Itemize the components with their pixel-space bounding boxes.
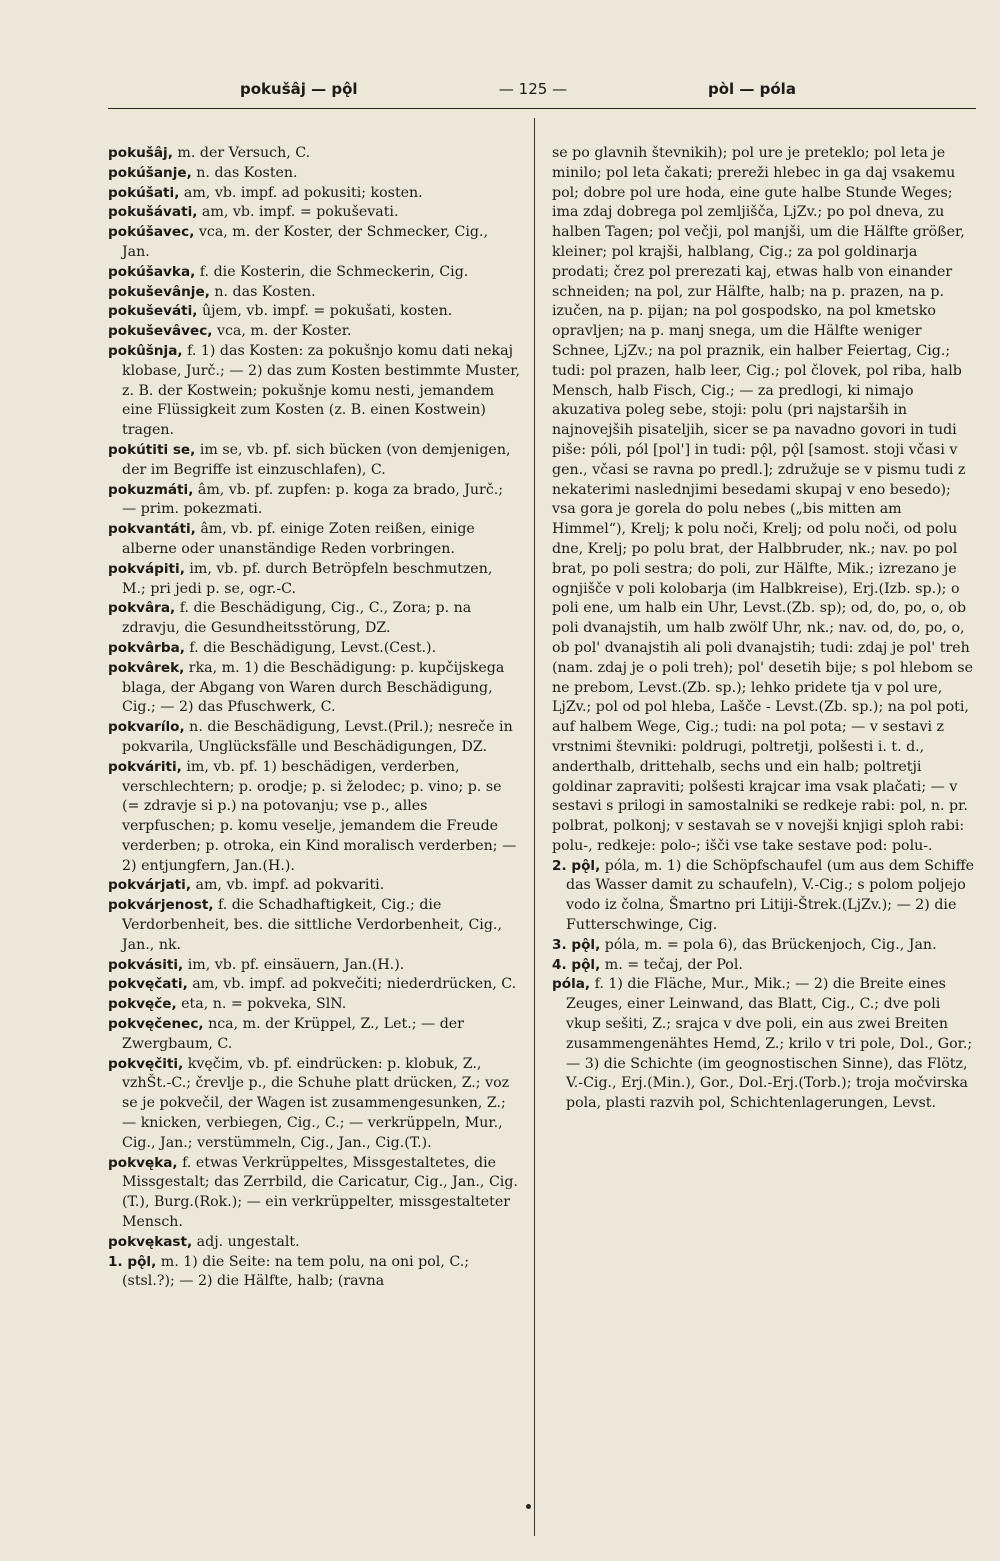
page-mark — [526, 1504, 531, 1509]
entry-headword: pokútiti se, — [108, 441, 196, 458]
dictionary-entry — [108, 896, 520, 955]
entry-headword: pokuševânje, — [108, 283, 210, 300]
dictionary-entry — [108, 283, 520, 303]
dictionary-entry — [108, 203, 520, 223]
entry-definition: póla, m. = pola 6), das Brückenjoch, Cig., Jan. — [600, 936, 937, 953]
entry-definition: m. 1) die Seite: na tem polu, na oni pol, C.; (stsl.?); — 2) die Hälfte, halb; (ravna — [122, 1253, 470, 1290]
entry-headword: pokúšati, — [108, 184, 180, 201]
column-divider — [534, 118, 535, 1536]
entry-headword: pokúšanje, — [108, 164, 192, 181]
entry-headword: 2. pǫ̂l, — [552, 857, 601, 874]
entry-headword: pokuševâvec, — [108, 323, 213, 340]
page-number: — 125 — — [498, 80, 568, 98]
entry-definition: kvęčim, vb. pf. eindrücken: p. klobuk, Z., vzhŠt.-C.; črevlje p., die Schuhe platt drücken, Z.; voz se je pokvečil, der Wagen ist zusammengesunken, Z.; — knicken, verbiegen, Cig., C.; — verkrüppeln, Mur., Cig., Jan.; verstümmeln, Cig., Jan., Cig.(T.). — [122, 1055, 510, 1151]
dictionary-entry — [108, 995, 520, 1015]
dictionary-entry — [108, 659, 520, 718]
entry-definition: vca, m. der Koster, der Schmecker, Cig., Jan. — [122, 224, 489, 260]
entry-definition: im, vb. pf. 1) beschädigen, verderben, verschlechtern; p. orodje; p. si želodec; p. vino; p. se (= zdravje si p.) na potovanju; vse p., alles verpfuschen; p. komu veselje, jemandem die Freude verderben; p. otroka, ein Kind moralisch verderben; — 2) entjungfern, Jan.(H.). — [122, 758, 517, 874]
entry-definition: vca, m. der Koster. — [212, 323, 352, 340]
entry-definition: im, vb. pf. einsäuern, Jan.(H.). — [183, 956, 405, 973]
entry-headword: pokuzmáti, — [108, 481, 194, 498]
entry-definition: rka, m. 1) die Beschädigung: p. kupčijskega blaga, der Abgang von Waren durch Beschädigung, Cig.; — 2) das Pfuschwerk, C. — [122, 659, 505, 716]
entry-definition: eta, n. = pokveka, SlN. — [176, 996, 347, 1013]
entry-headword: pokvâra, — [108, 600, 176, 617]
entry-headword: pokvęčenec, — [108, 1016, 204, 1033]
entry-headword: pokvęka, — [108, 1154, 178, 1171]
entry-definition: ûjem, vb. impf. = pokušati, kosten. — [197, 303, 453, 320]
dictionary-entry — [108, 560, 520, 600]
running-head — [108, 80, 978, 110]
entry-definition: am, vb. impf. ad pokusiti; kosten. — [179, 184, 423, 201]
left-column — [108, 144, 520, 1292]
entry-definition: am, vb. impf. = pokuševati. — [197, 204, 399, 221]
dictionary-entry — [108, 441, 520, 481]
entry-headword: pokvásiti, — [108, 956, 184, 973]
dictionary-entry — [108, 1055, 520, 1154]
dictionary-entry — [108, 263, 520, 283]
entry-headword: pokváriti, — [108, 758, 182, 775]
dictionary-entry — [552, 144, 976, 857]
header-rule — [108, 108, 976, 109]
entry-headword: pokvęčiti, — [108, 1055, 184, 1072]
dictionary-entry — [108, 302, 520, 322]
entry-definition: f. etwas Verkrüppeltes, Missgestaltetes, die Missgestalt; das Zerrbild, die Caricatur, Cig., Jan., Cig.(T.), Burg.(Rok.); — ein verkrüppelter, missgestalteter Mensch. — [122, 1154, 518, 1231]
dictionary-entry — [108, 599, 520, 639]
entry-definition: n. das Kosten. — [191, 164, 298, 181]
entry-headword: pokvarílo, — [108, 719, 185, 736]
dictionary-entry — [108, 639, 520, 659]
entry-definition: f. die Schadhaftigkeit, Cig.; die Verdorbenheit, bes. die sittliche Verdorbenheit, Cig., Jan., nk. — [122, 897, 502, 953]
dictionary-entry — [108, 1154, 520, 1233]
entry-headword: pokûšnja, — [108, 342, 183, 359]
entry-headword: 3. pǫ̂l, — [552, 936, 601, 953]
entry-definition: m. = tečaj, der Pol. — [600, 956, 743, 973]
dictionary-entry — [108, 342, 520, 441]
entry-headword: 4. pǫ̂l, — [552, 956, 601, 973]
entry-definition: f. die Kosterin, die Schmeckerin, Cig. — [195, 263, 469, 280]
dictionary-entry — [552, 956, 976, 976]
entry-definition: f. 1) die Fläche, Mur., Mik.; — 2) die Breite eines Zeuges, einer Leinwand, das Blatt, Cig., C.; dve poli vkup sešiti, Z.; srajca v dve poli, ein aus zwei Breiten zusammengenähtes Hemd, Z.; krilo v tri pole, Dol., Gor.; — 3) die Schichte (im geognostischen Sinne), das Flötz, V.-Cig., Erj.(Min.), Gor., Dol.-Erj.(Torb.); troja močvirska pola, plasti razvih pol, Schichtenlagerungen, Levst. — [566, 976, 973, 1112]
dictionary-entry — [552, 936, 976, 956]
dictionary-entry — [552, 857, 976, 936]
entry-headword: pokvárjati, — [108, 877, 192, 894]
entry-headword: pokušávati, — [108, 204, 198, 221]
entry-definition: im se, vb. pf. sich bücken (von demjenigen, der im Begriffe ist einzuschlafen), C. — [122, 441, 511, 478]
dictionary-entry — [108, 956, 520, 976]
entry-definition: f. 1) das Kosten: za pokušnjo komu dati nekaj klobase, Jurč.; — 2) das zum Kosten bestimmte Muster, z. B. der Kostwein; pokušnje komu nesti, jemandem eine Flüssigkeit zum Kosten (z. B. einen Kostwein) tragen. — [122, 342, 521, 439]
entry-definition: am, vb. impf. ad pokvariti. — [191, 877, 385, 894]
entry-definition: nca, m. der Krüppel, Z., Let.; — der Zwergbaum, C. — [122, 1016, 464, 1052]
entry-definition: âm, vb. pf. einige Zoten reißen, einige alberne oder unanständige Reden vorbringen. — [122, 521, 475, 557]
entry-definition: se po glavnih števnikih); pol ure je preteklo; pol leta je minilo; pol leta čakati; prereži hlebec in ga daj vsakemu pol; dobre pol ure hoda, eine gute halbe Stunde Weges; ima zdaj dobrega pol zemljišča, LjZv.; po pol dneva, zu halben Tagen; pol večji, pol manjši, um die Hälfte größer, kleiner; pol krajši, halblang, Cig.; za pol goldinarja prodati; črez pol prerezati kaj, etwas halb von einander schneiden; na pol, zur Hälfte, halb; na p. prazen, na p. izučen, na p. pijan; na pol gospodsko, na pol kmetsko opravljen; na p. manj snega, um die Hälfte weniger Schnee, LjZv.; na pol praznik, ein halber Feiertag, Cig.; tudi: pol prazen, halb leer, Cig.; pol človek, pol riba, halb Mensch, halb Fisch, Cig.; — za predlogi, ki nimajo akuzativa poleg sebe, stoji: polu (pri najstarših in najnovejših pisateljih, sicer se pa navadno govori in tudi piše: póli, pól [pol'] in tudi: pǫ̂l, pǫ̂l [samost. stoji včasi v gen., včasi se ravna po predl.]; združuje se v pismu tudi z nekaterimi naslednjimi besedami skupaj v eno besedo); vsa gora je gorela do polu nebes („bis mitten am Himmel“), Krelj; k polu noči, Krelj; od polu noči, od polu dne, Krelj; po polu brat, der Halbbruder, nk.; nav. po pol brat, po poli sestra; do poli, zur Hälfte, Mik.; izrezano je ognjišče v poli kolobarja (im Halbkreise), Erj.(Izb. sp.); o poli ene, um halb ein Uhr, Levst.(Zb. sp); od, do, po, o, ob poli dvanajstih, um halb zwölf Uhr, nk.; nav. od, do, po, o, ob pol' dvanajstih ali poli dvanajstih; tudi: zdaj je pol' treh (nam. zdaj je o poli treh); pol' desetih bije; s pol hlebom se ne prebom, Levst.(Zb. sp.); lehko pridete tja v pol ure, LjZv.; pol od pol hleba, Lašče - Levst.(Zb. sp.); na pol poti, auf halbem Wege, Cig.; tudi: na pol pota; — v sestavi z vrstnimi števniki: poldrugi, poltretji, polšesti i. t. d., anderthalb, drittehalb, sechs und ein halb; poltretji goldinar zapraviti; polšesti krajcar ima vsak plačati; — v sestavi s prilogi in samostalniki se redkeje rabi: pol, n. pr. polbrat, polkonj; v sestavah se v novejši knjigi sploh rabi: polu-, redkeje: polo-; išči vse take sestave pod: polu-. — [552, 145, 974, 854]
dictionary-entry — [108, 322, 520, 342]
dictionary-entry — [108, 144, 520, 164]
entry-definition: am, vb. impf. ad pokvečiti; niederdrücken, C. — [187, 976, 517, 993]
entry-headword: pokvękast, — [108, 1233, 193, 1250]
dictionary-entry — [108, 975, 520, 995]
entry-definition: n. die Beschädigung, Levst.(Pril.); nesreče in pokvarila, Unglücksfälle und Beschädigungen, DZ. — [122, 719, 513, 755]
dictionary-entry — [108, 164, 520, 184]
dictionary-entry — [552, 975, 976, 1114]
entry-headword: póla, — [552, 976, 591, 993]
dictionary-entry — [108, 184, 520, 204]
entry-headword: pokvęče, — [108, 996, 177, 1013]
dictionary-entry — [108, 1253, 520, 1293]
dictionary-entry — [108, 876, 520, 896]
right-column — [552, 144, 976, 1114]
dictionary-entry — [108, 718, 520, 758]
entry-headword: 1. pǫ̂l, — [108, 1253, 157, 1270]
entry-headword: pokušâj, — [108, 145, 173, 161]
entry-definition: n. das Kosten. — [209, 283, 316, 300]
entry-definition: âm, vb. pf. zupfen: p. koga za brado, Jurč.; — prim. pokezmati. — [122, 481, 504, 518]
entry-definition: adj. ungestalt. — [192, 1233, 300, 1250]
entry-headword: pokvápiti, — [108, 560, 185, 577]
entry-headword: pokvârek, — [108, 659, 185, 676]
dictionary-entry — [108, 520, 520, 560]
dictionary-entry — [108, 223, 520, 263]
entry-headword: pokúšavec, — [108, 224, 195, 241]
dictionary-entry — [108, 481, 520, 521]
dictionary-entry — [108, 758, 520, 877]
entry-definition: im, vb. pf. durch Betröpfeln beschmutzen, M.; pri jedi p. se, ogr.-C. — [122, 560, 493, 597]
dictionary-entry — [108, 1015, 520, 1055]
dictionary-entry — [108, 1233, 520, 1253]
entry-definition: f. die Beschädigung, Levst.(Cest.). — [184, 639, 437, 656]
entry-definition: m. der Versuch, C. — [172, 145, 311, 161]
entry-definition: póla, m. 1) die Schöpfschaufel (um aus dem Schiffe das Wasser damit zu schaufeln), V.-Cig.; s polom poljejo vodo iz čolna, Šmartno pri Litiji-Štrek.(LjZv.); — 2) die Futterschwinge, Cig. — [566, 857, 975, 934]
entry-definition: f. die Beschädigung, Cig., C., Zora; p. na zdravju, die Gesundheitsstörung, DZ. — [122, 600, 472, 637]
header-right-guideword: pòl — póla — [708, 80, 796, 98]
entry-headword: pokvantáti, — [108, 521, 196, 538]
entry-headword: pokvárjenost, — [108, 897, 214, 914]
entry-headword: pokvârba, — [108, 639, 185, 656]
entry-headword: pokuševáti, — [108, 303, 198, 320]
entry-headword: pokúšavka, — [108, 263, 196, 280]
header-left-guideword: pokušâj — pǫ̂l — [240, 80, 358, 98]
entry-headword: pokvęčati, — [108, 976, 188, 993]
